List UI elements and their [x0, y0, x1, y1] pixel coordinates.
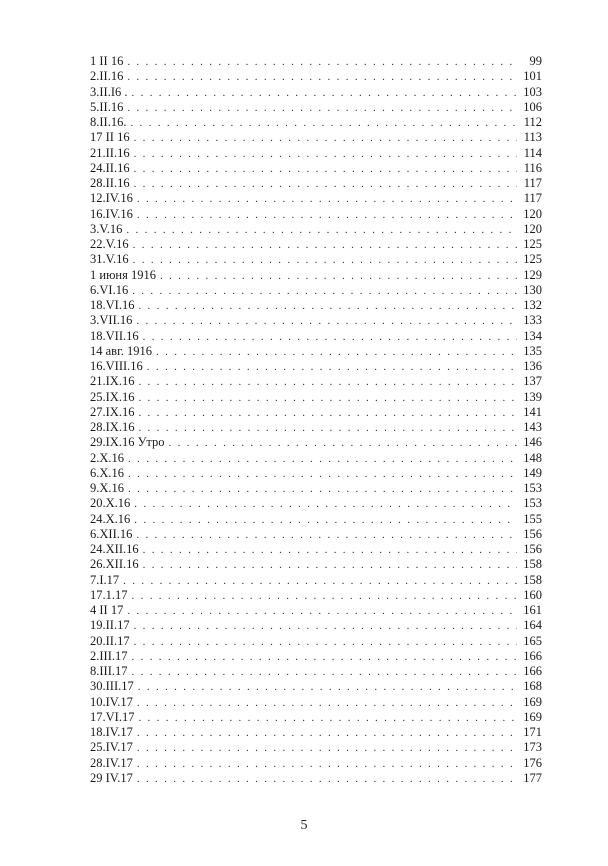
toc-entry-label: 7.I.17	[90, 573, 123, 588]
toc-entry-label: 9.X.16	[90, 481, 128, 496]
toc-entry-page: 156	[517, 527, 542, 542]
toc-entry-page: 114	[517, 146, 542, 161]
toc-leader-dots	[137, 192, 517, 206]
toc-entry-label: 8.III.17	[90, 664, 132, 679]
toc-entry-label: 29 IV.17	[90, 771, 137, 786]
toc-entry	[90, 451, 542, 466]
toc-entry-label: 1 июня 1916	[90, 268, 160, 283]
toc-entry	[90, 664, 542, 679]
toc-entry-page: 130	[517, 283, 542, 298]
toc-leader-dots	[138, 711, 517, 725]
toc-entry	[90, 512, 542, 527]
toc-leader-dots	[138, 406, 517, 420]
toc-entry-label: 26.XII.16	[90, 557, 143, 572]
toc-entry	[90, 725, 542, 740]
toc-entry-label: 2.X.16	[90, 451, 128, 466]
toc-leader-dots	[138, 375, 517, 389]
toc-entry	[90, 115, 542, 130]
toc-entry-label: 3.VII.16	[90, 313, 136, 328]
toc-leader-dots	[143, 558, 517, 572]
toc-entry-page: 117	[517, 191, 542, 206]
toc-entry-page: 158	[517, 573, 542, 588]
toc-entry-label: 22.V.16	[90, 237, 133, 252]
toc-entry-page: 143	[517, 420, 542, 435]
toc-entry-page: 101	[517, 69, 542, 84]
toc-leader-dots	[133, 253, 517, 267]
toc-entry-page: 153	[517, 481, 542, 496]
toc-entry-page: 103	[517, 85, 542, 100]
toc-leader-dots	[136, 528, 517, 542]
toc-entry-label: 20.X.16	[90, 496, 134, 511]
toc-leader-dots	[137, 757, 517, 771]
toc-leader-dots	[132, 650, 518, 664]
toc-entry	[90, 146, 542, 161]
toc-entry-page: 161	[517, 603, 542, 618]
toc-entry	[90, 54, 542, 69]
toc-entry	[90, 329, 542, 344]
toc-entry-label: 16.IV.16	[90, 207, 137, 222]
toc-entry-page: 177	[517, 771, 542, 786]
toc-entry-page: 148	[517, 451, 542, 466]
toc-entry	[90, 527, 542, 542]
toc-entry-page: 136	[517, 359, 542, 374]
toc-entry	[90, 130, 542, 145]
toc-entry	[90, 466, 542, 481]
toc-entry	[90, 740, 542, 755]
toc-entry	[90, 344, 542, 359]
toc-entry-page: 164	[517, 618, 542, 633]
toc-entry-label: 6.XII.16	[90, 527, 136, 542]
toc-entry-label: 24.X.16	[90, 512, 134, 527]
toc-leader-dots	[130, 116, 517, 130]
toc-entry-label: 18.VI.16	[90, 298, 138, 313]
toc-leader-dots	[134, 177, 517, 191]
toc-entry	[90, 191, 542, 206]
toc-entry-page: 166	[517, 664, 542, 679]
toc-leader-dots	[127, 55, 517, 69]
toc-leader-dots	[169, 436, 517, 450]
toc-entry-page: 125	[517, 252, 542, 267]
toc-entry	[90, 313, 542, 328]
toc-entry	[90, 237, 542, 252]
toc-entry-label: 29.IX.16 Утро	[90, 435, 169, 450]
toc-entry-page: 146	[517, 435, 542, 450]
toc-leader-dots	[134, 147, 517, 161]
toc-entry-label: 14 авг. 1916	[90, 344, 156, 359]
toc-entry-page: 176	[517, 756, 542, 771]
toc-entry-page: 113	[517, 130, 542, 145]
toc-leader-dots	[134, 513, 517, 527]
toc-entry-label: 25.IV.17	[90, 740, 137, 755]
toc-entry-label: 21.II.16	[90, 146, 134, 161]
toc-entry-label: 1 II 16	[90, 54, 127, 69]
toc-leader-dots	[134, 635, 517, 649]
toc-leader-dots	[132, 86, 518, 100]
toc-entry-page: 149	[517, 466, 542, 481]
toc-entry-page: 106	[517, 100, 542, 115]
toc-leader-dots	[132, 589, 518, 603]
toc-entry-page: 171	[517, 725, 542, 740]
toc-leader-dots	[143, 543, 517, 557]
toc-entry-label: 19.II.17	[90, 618, 134, 633]
toc-entry-page: 155	[517, 512, 542, 527]
toc-entry-label: 17.1.17	[90, 588, 132, 603]
toc-entry-label: 18.IV.17	[90, 725, 137, 740]
toc-entry	[90, 496, 542, 511]
toc-entry-page: 168	[517, 679, 542, 694]
toc-leader-dots	[136, 314, 517, 328]
toc-entry-page: 137	[517, 374, 542, 389]
toc-entry-label: 4 II 17	[90, 603, 127, 618]
toc-entry	[90, 695, 542, 710]
toc-entry	[90, 298, 542, 313]
toc-entry-page: 139	[517, 390, 542, 405]
toc-entry	[90, 481, 542, 496]
toc-entry-page: 129	[517, 268, 542, 283]
toc-leader-dots	[132, 665, 518, 679]
toc-entry-label: 17.VI.17	[90, 710, 138, 725]
toc-leader-dots	[134, 619, 517, 633]
toc-entry-page: 125	[517, 237, 542, 252]
toc-entry	[90, 161, 542, 176]
toc-entry-label: 3.II.I6 .	[90, 85, 132, 100]
toc-entry	[90, 618, 542, 633]
toc-leader-dots	[138, 391, 517, 405]
toc-entry-label: 25.IX.16	[90, 390, 138, 405]
toc-entry	[90, 405, 542, 420]
toc-leader-dots	[160, 269, 517, 283]
toc-entry	[90, 176, 542, 191]
toc-entry-page: 134	[517, 329, 542, 344]
toc-entry-label: 28.IX.16	[90, 420, 138, 435]
page-number: 5	[300, 818, 308, 833]
toc-entry-page: 116	[517, 161, 542, 176]
toc-entry-label: 10.IV.17	[90, 695, 137, 710]
toc-entry-label: 30.III.17	[90, 679, 138, 694]
toc-entry-page: 153	[517, 496, 542, 511]
toc-leader-dots	[137, 726, 517, 740]
toc-entry	[90, 359, 542, 374]
toc-entry	[90, 374, 542, 389]
toc-leader-dots	[127, 70, 517, 84]
toc-leader-dots	[134, 497, 517, 511]
toc-entry-page: 133	[517, 313, 542, 328]
toc-leader-dots	[137, 772, 517, 786]
toc-leader-dots	[123, 574, 517, 588]
toc-entry-label: 2.II.16	[90, 69, 127, 84]
toc-leader-dots	[128, 452, 517, 466]
toc-entry-label: 28.II.16	[90, 176, 134, 191]
toc-entry-label: 2.III.17	[90, 649, 132, 664]
toc-entry-label: 20.II.17	[90, 634, 134, 649]
toc-entry	[90, 771, 542, 786]
toc-leader-dots	[132, 284, 517, 298]
toc-entry	[90, 85, 542, 100]
toc-leader-dots	[134, 131, 517, 145]
toc-entry-label: 24.XII.16	[90, 542, 143, 557]
toc-leader-dots	[137, 741, 517, 755]
toc-entry	[90, 100, 542, 115]
toc-entry-page: 158	[517, 557, 542, 572]
toc-leader-dots	[133, 238, 517, 252]
toc-leader-dots	[147, 360, 517, 374]
toc-leader-dots	[128, 482, 517, 496]
toc-entry	[90, 390, 542, 405]
toc-entry-label: 27.IX.16	[90, 405, 138, 420]
toc-entry-label: 31.V.16	[90, 252, 133, 267]
toc-entry	[90, 710, 542, 725]
toc-entry	[90, 252, 542, 267]
toc-entry	[90, 756, 542, 771]
toc-entry-page: 169	[517, 710, 542, 725]
toc-entry	[90, 679, 542, 694]
toc-entry-page: 99	[517, 54, 542, 69]
toc-entry	[90, 283, 542, 298]
toc-entry-page: 135	[517, 344, 542, 359]
toc-entry-page: 165	[517, 634, 542, 649]
toc-entry-page: 166	[517, 649, 542, 664]
toc-leader-dots	[127, 101, 517, 115]
toc-entry	[90, 542, 542, 557]
toc-entry-page: 169	[517, 695, 542, 710]
toc-entry	[90, 69, 542, 84]
toc-entry	[90, 207, 542, 222]
toc-entry-label: 18.VII.16	[90, 329, 143, 344]
toc-entry-label: 21.IX.16	[90, 374, 138, 389]
toc-entry	[90, 557, 542, 572]
toc-entry-label: 16.VIII.16	[90, 359, 147, 374]
toc-leader-dots	[127, 604, 517, 618]
toc-leader-dots	[128, 467, 517, 481]
toc-leader-dots	[134, 162, 517, 176]
toc-entry-page: 156	[517, 542, 542, 557]
toc-entry-page: 132	[517, 298, 542, 313]
toc-entry-label: 5.II.16	[90, 100, 127, 115]
toc-entry-label: 8.II.16.	[90, 115, 130, 130]
toc-entry-page: 120	[517, 207, 542, 222]
toc-leader-dots	[137, 208, 517, 222]
toc-leader-dots	[143, 330, 517, 344]
toc-entry-page: 173	[517, 740, 542, 755]
toc-entry-label: 12.IV.16	[90, 191, 137, 206]
table-of-contents	[90, 54, 542, 786]
toc-entry	[90, 634, 542, 649]
toc-entry-page: 112	[517, 115, 542, 130]
toc-entry-page: 160	[517, 588, 542, 603]
toc-entry-label: 17 II 16	[90, 130, 134, 145]
toc-entry	[90, 603, 542, 618]
toc-leader-dots	[156, 345, 517, 359]
toc-entry-label: 28.IV.17	[90, 756, 137, 771]
toc-entry	[90, 649, 542, 664]
toc-entry-label: 24.II.16	[90, 161, 134, 176]
toc-leader-dots	[137, 696, 517, 710]
toc-entry	[90, 268, 542, 283]
toc-leader-dots	[138, 421, 517, 435]
toc-entry	[90, 435, 542, 450]
toc-entry	[90, 573, 542, 588]
toc-entry-label: 6.X.16	[90, 466, 128, 481]
toc-entry	[90, 420, 542, 435]
toc-entry-label: 3.V.16	[90, 222, 126, 237]
toc-entry-page: 117	[517, 176, 542, 191]
toc-entry-label: 6.VI.16	[90, 283, 132, 298]
toc-entry-page: 141	[517, 405, 542, 420]
toc-leader-dots	[126, 223, 517, 237]
toc-entry	[90, 222, 542, 237]
toc-entry	[90, 588, 542, 603]
toc-leader-dots	[138, 680, 517, 694]
toc-leader-dots	[138, 299, 517, 313]
toc-entry-page: 120	[517, 222, 542, 237]
